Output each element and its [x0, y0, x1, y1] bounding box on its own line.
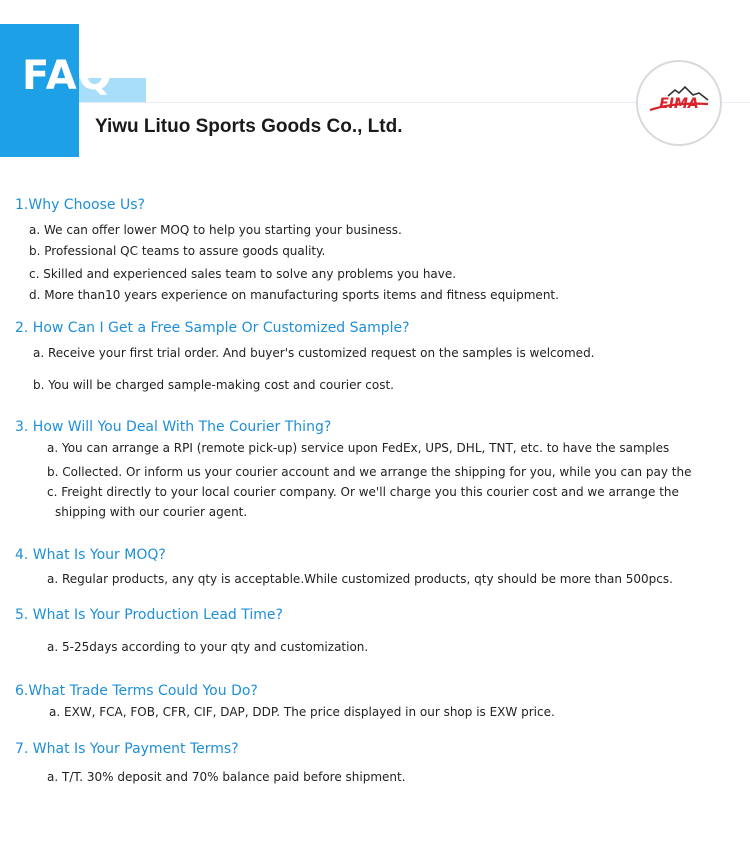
- svg-text:EIMA: EIMA: [659, 96, 699, 112]
- faq-question: 6.What Trade Terms Could You Do?: [15, 683, 258, 699]
- faq-question: 4. What Is Your MOQ?: [15, 547, 166, 563]
- faq-question: 1.Why Choose Us?: [15, 197, 145, 213]
- faq-answer: b. Professional QC teams to assure goods quality.: [29, 244, 326, 258]
- faq-answer: a. We can offer lower MOQ to help you starting your business.: [29, 223, 402, 237]
- faq-answer: c. Skilled and experienced sales team to solve any problems you have.: [29, 267, 457, 281]
- faq-answer: a. 5-25days according to your qty and customization.: [47, 640, 369, 654]
- company-name: Yiwu Lituo Sports Goods Co., Ltd.: [95, 116, 403, 137]
- faq-answer: a. You can arrange a RPI (remote pick-up) service upon FedEx, UPS, DHL, TNT, etc. to have the samples: [47, 441, 670, 455]
- faq-question: 5. What Is Your Production Lead Time?: [15, 607, 283, 623]
- faq-answer: a. Regular products, any qty is acceptable.While customized products, qty should be more than 500pcs.: [47, 572, 673, 586]
- faq-answer: b. You will be charged sample-making cost and courier cost.: [33, 378, 394, 392]
- faq-answer: d. More than10 years experience on manufacturing sports items and fitness equipment.: [29, 288, 559, 302]
- faq-question: 7. What Is Your Payment Terms?: [15, 741, 239, 757]
- faq-answer: a. Receive your first trial order. And buyer's customized request on the samples is welcomed.: [33, 346, 595, 360]
- faq-question: 2. How Can I Get a Free Sample Or Customized Sample?: [15, 320, 410, 336]
- faq-answer: a. EXW, FCA, FOB, CFR, CIF, DAP, DDP. The price displayed in our shop is EXW price.: [49, 705, 555, 719]
- faq-answer: shipping with our courier agent.: [55, 505, 248, 519]
- faq-answer: b. Collected. Or inform us your courier account and we arrange the shipping for you, while you can pay the: [47, 465, 692, 479]
- faq-answer: a. T/T. 30% deposit and 70% balance paid before shipment.: [47, 770, 406, 784]
- faq-badge-text: FAQ: [22, 53, 113, 99]
- header: [0, 0, 750, 170]
- brand-logo-icon: [636, 60, 722, 146]
- faq-question: 3. How Will You Deal With The Courier Thing?: [15, 419, 332, 435]
- faq-answer: c. Freight directly to your local courier company. Or we'll charge you this courier cost and we arrange the: [47, 485, 679, 499]
